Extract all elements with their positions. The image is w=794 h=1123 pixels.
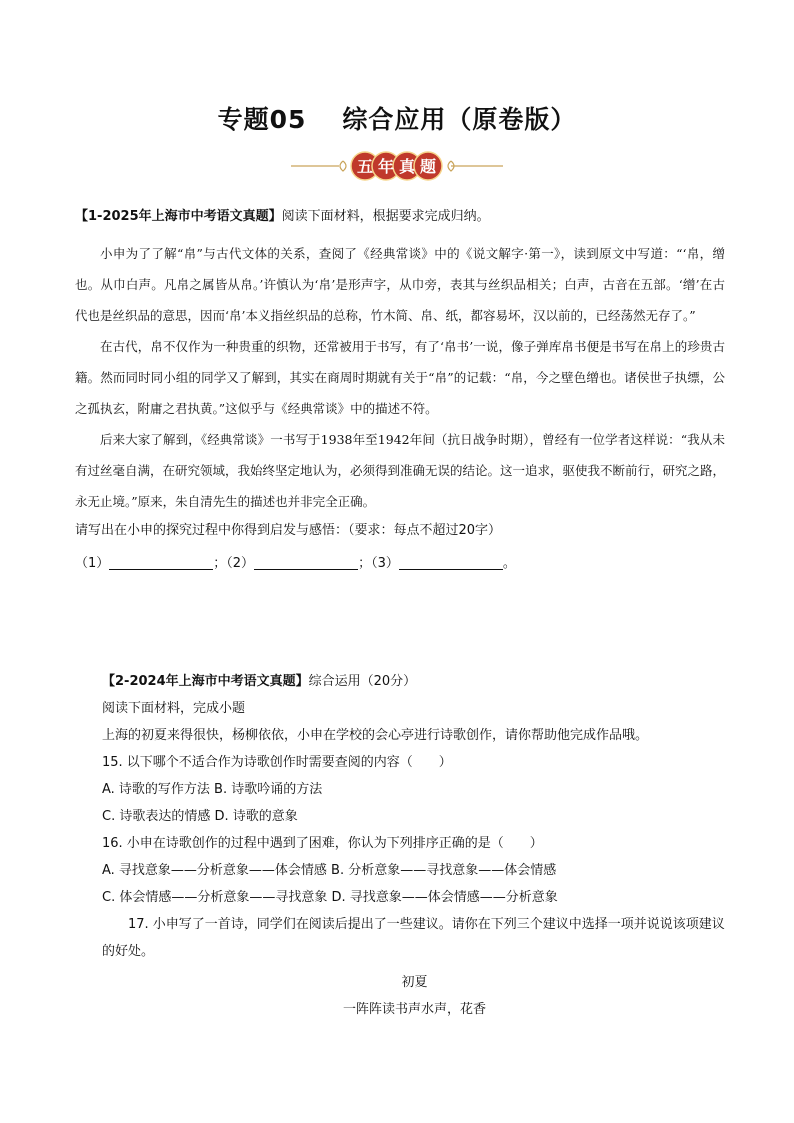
banner-char-4: 题 (419, 157, 437, 176)
question-1-heading (75, 205, 725, 224)
question-2-context: 上海的初夏来得很快，杨柳依依，小申在学校的会心亭进行诗歌创作，请你帮助他完成作品哦。 (102, 728, 649, 743)
material-paragraph-2: 在古代，帛不仅作为一种贵重的织物，还常被用于书写，有了‘帛书’一说，像子弹库帛书便是书写在帛上的珍贵古籍。然而同时同小组的同学又了解到，其实在商周时期就有关于“帛”的记载：“帛，今之壁色缯也。诸侯世子执缥，公之孤执玄，附庸之君执黄。”这似乎与《经典常谈》中的描述不符。 (75, 339, 725, 416)
blank-1-label: （1） (75, 556, 110, 571)
material-paragraph-1: 小申为了了解“帛”与古代文体的关系，查阅了《经典常谈》中的《说文解字·第一》，读到原文中写道：“‘帛，缯也。从巾白声。凡帛之属皆从帛。’许慎认为‘帛’是形声字，从巾旁，表其与丝织品相关；白声，古音在五部。‘缯’在古代也是丝织品的意思，因而‘帛’本义指丝织品的总称，竹木简、帛、纸，都容易坏，汉以前的，已经荡然无存了。” (75, 246, 725, 323)
question-2 (102, 668, 727, 1023)
question-15: 15. 以下哪个不适合作为诗歌创作时需要查阅的内容（ ） (102, 755, 452, 770)
poem-title: 初夏 (401, 975, 428, 990)
banner-ornament-icon (287, 149, 507, 183)
question-1 (75, 205, 725, 571)
question-2-instruction: 阅读下面材料，完成小题 (102, 701, 246, 716)
title-topic-name: 综合应用（原卷版） (342, 105, 577, 134)
question-2-source: 【2-2024年上海市中考语文真题】 (102, 674, 309, 689)
section-banner (0, 149, 794, 183)
question-16: 16. 小申在诗歌创作的过程中遇到了困难，你认为下列排序正确的是（ ） (102, 836, 543, 851)
question-17: 17. 小申写了一首诗，同学们在阅读后提出了一些建议。请你在下列三个建议中选择一项并说说该项建议的好处。 (102, 917, 725, 959)
question-1-instruction: 阅读下面材料，根据要求完成归纳。 (281, 209, 490, 224)
answer-blanks-row (75, 552, 725, 571)
page-title (0, 100, 794, 136)
question-1-source: 【1-2025年上海市中考语文真题】 (75, 209, 282, 224)
poem-line-1: 一阵阵读书声水声，花香 (342, 1002, 486, 1017)
question-1-prompt: 请写出在小申的探究过程中你得到启发与感悟：（要求：每点不超过20字） (75, 523, 502, 538)
answer-blank-3[interactable] (399, 555, 503, 570)
question-2-heading (102, 668, 727, 695)
question-16-options-ab: A. 寻找意象——分析意象——体会情感 B. 分析意象——寻找意象——体会情感 (102, 863, 557, 878)
blank-end: 。 (502, 556, 516, 571)
answer-blank-1[interactable] (109, 555, 213, 570)
answer-blank-2[interactable] (254, 555, 358, 570)
question-15-options-cd: C. 诗歌表达的情感 D. 诗歌的意象 (102, 809, 298, 824)
material-paragraph-3: 后来大家了解到，《经典常谈》一书写于1938年至1942年间（抗日战争时期），曾经有一位学者这样说：“我从未有过丝毫自满，在研究领域，我始终坚定地认为，必须得到准确无误的结论。这一追求，驱使我不断前行，研究之路，永无止境。”原来，朱自清先生的描述也并非完全正确。 (75, 432, 726, 509)
title-topic-number: 专题05 (217, 105, 307, 134)
banner-char-2: 年 (377, 157, 395, 176)
question-16-options-cd: C. 体会情感——分析意象——寻找意象 D. 寻找意象——体会情感——分析意象 (102, 890, 558, 905)
blank-3-label: ；（3） (358, 556, 399, 571)
question-15-options-ab: A. 诗歌的写作方法 B. 诗歌吟诵的方法 (102, 782, 323, 797)
question-2-score: 综合运用（20分） (308, 674, 417, 689)
banner-char-1: 五 (356, 157, 374, 176)
banner-char-3: 真 (398, 157, 416, 176)
blank-2-label: ；（2） (213, 556, 255, 571)
